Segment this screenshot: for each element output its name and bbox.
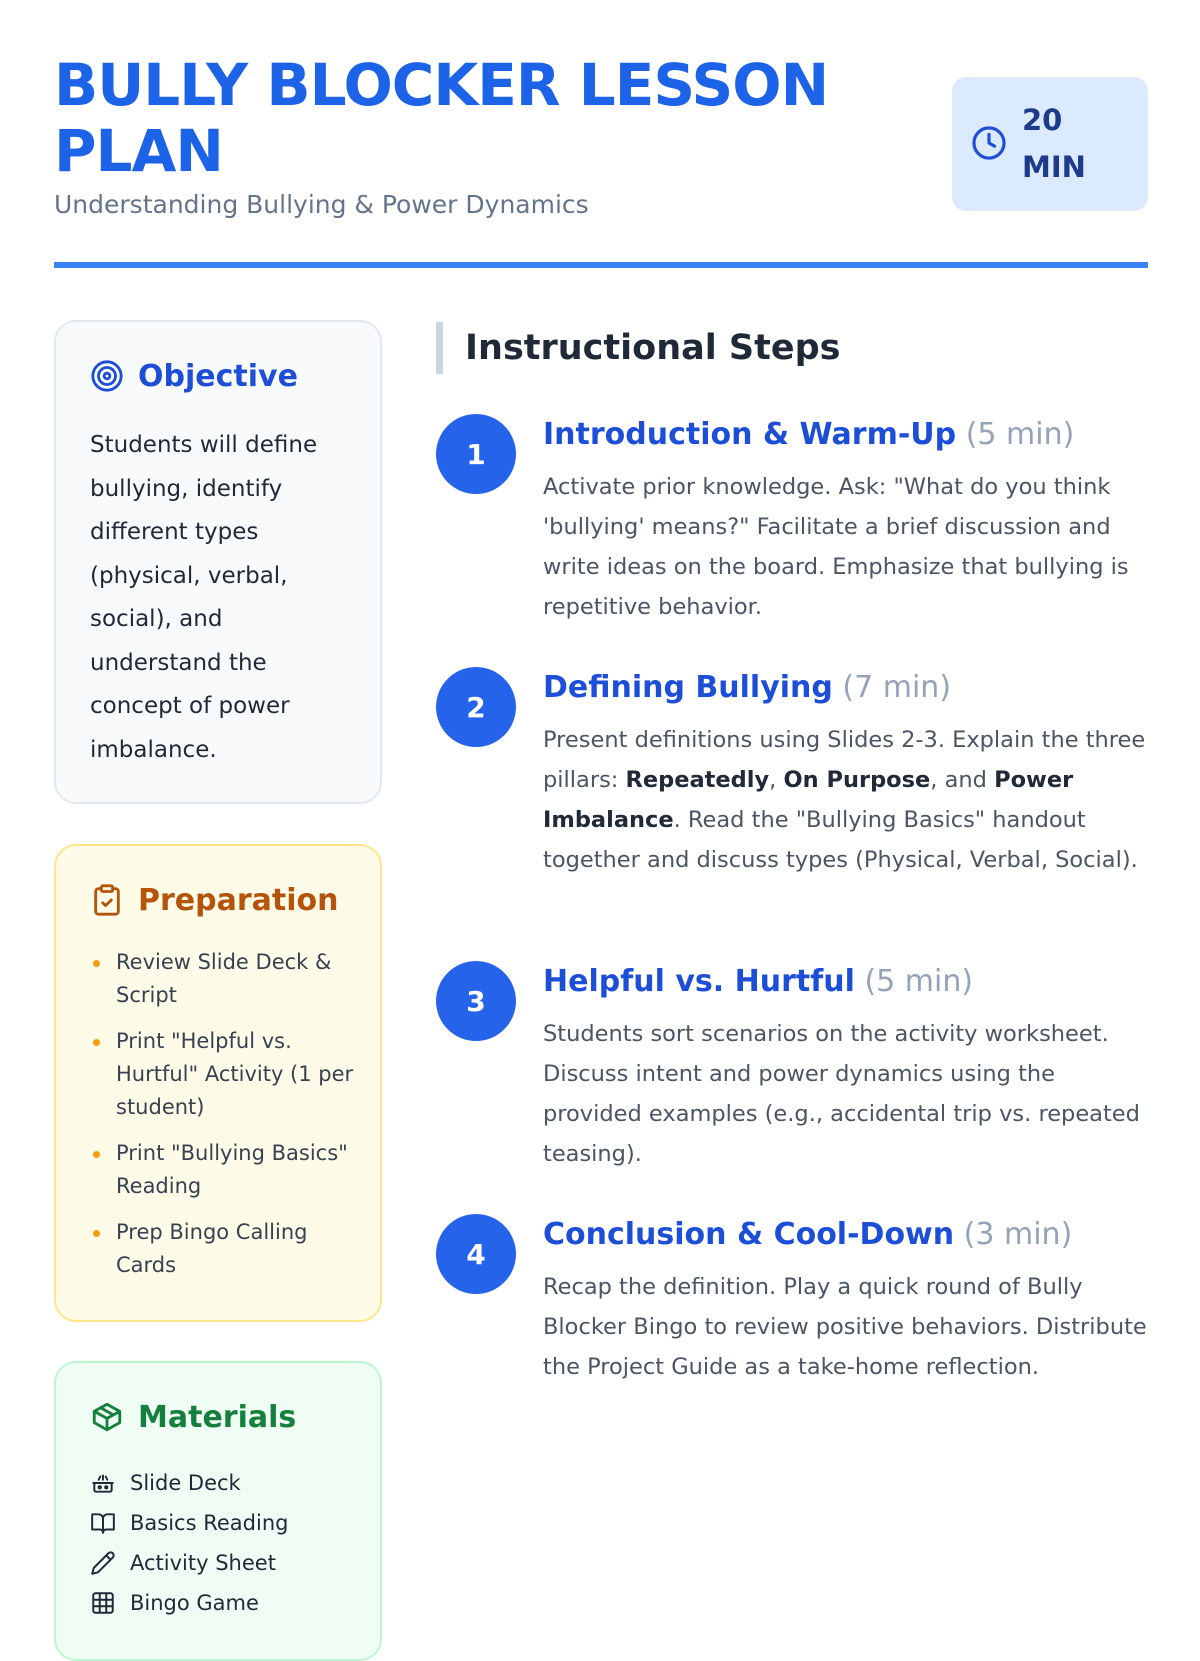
list-item: Review Slide Deck & Script	[90, 946, 354, 1012]
materials-header	[90, 1397, 296, 1437]
material-label: Activity Sheet	[130, 1551, 276, 1575]
pillar-repeatedly: Repeatedly	[625, 767, 770, 793]
step-number: 1	[436, 414, 516, 494]
objective-card	[54, 320, 382, 804]
grid-icon	[90, 1590, 116, 1616]
step-text: . Read the "Bullying Basics" handout together and discuss types (Physical, Verbal, Social).	[543, 807, 1138, 873]
material-label: Basics Reading	[130, 1511, 289, 1535]
materials-list	[90, 1463, 360, 1623]
step-name: Helpful vs. Hurtful	[543, 964, 855, 999]
step-number: 4	[436, 1214, 516, 1294]
package-icon	[90, 1400, 124, 1434]
list-item: Prep Bingo Calling Cards	[90, 1216, 354, 1282]
step-text: ,	[769, 767, 784, 793]
duration-badge	[952, 77, 1148, 211]
step-description: Activate prior knowledge. Ask: "What do you think 'bullying' means?" Facilitate a brief discussion and write ideas on the board. Emphasize that bullying is repetitive behavior.	[543, 474, 1129, 620]
clipboard-check-icon	[90, 883, 124, 917]
step-number: 2	[436, 667, 516, 747]
materials-card	[54, 1361, 382, 1661]
material-label: Bingo Game	[130, 1591, 259, 1615]
preparation-header	[90, 880, 338, 920]
book-open-icon	[90, 1510, 116, 1536]
objective-title: Objective	[138, 358, 298, 394]
objective-text: Students will define bullying, identify different types (physical, verbal, social), and understand the concept of power imbalance.	[90, 432, 318, 763]
list-item	[90, 1503, 360, 1543]
step-name: Introduction & Warm-Up	[543, 417, 957, 452]
list-item	[90, 1463, 360, 1503]
step-time: (3 min)	[963, 1217, 1073, 1252]
step-heading	[543, 667, 1153, 709]
pencil-icon	[90, 1550, 116, 1576]
step-text: , and	[930, 767, 995, 793]
step-description: Recap the definition. Play a quick round of Bully Blocker Bingo to review positive behaviors. Distribute the Project Guide as a take-home reflection.	[543, 1274, 1147, 1380]
step-time: (5 min)	[864, 964, 974, 999]
objective-header	[90, 356, 298, 396]
clock-icon	[970, 124, 1008, 162]
preparation-list	[90, 946, 354, 1295]
step-text: Present definitions using Slides 2-3. Explain the three pillars:	[543, 727, 1146, 793]
duration-value: 20 MIN	[1022, 103, 1086, 184]
step-heading	[543, 961, 1153, 1003]
presentation-icon	[90, 1470, 116, 1496]
list-item: Print "Helpful vs. Hurtful" Activity (1 per student)	[90, 1025, 354, 1124]
target-icon	[90, 359, 124, 393]
material-label: Slide Deck	[130, 1471, 241, 1495]
preparation-card	[54, 844, 382, 1322]
list-item	[90, 1583, 360, 1623]
step-time: (5 min)	[965, 417, 1075, 452]
list-item: Print "Bullying Basics" Reading	[90, 1137, 354, 1203]
step-number: 3	[436, 961, 516, 1041]
step-heading	[543, 1214, 1153, 1256]
preparation-title: Preparation	[138, 882, 339, 918]
page-subtitle: Understanding Bullying & Power Dynamics	[54, 190, 589, 219]
list-item	[90, 1543, 360, 1583]
steps-section-title: Instructional Steps	[436, 322, 840, 374]
pillar-power-imbalance: Power Imbalance	[543, 767, 1074, 833]
step-description	[543, 720, 1148, 880]
step-name: Conclusion & Cool-Down	[543, 1217, 955, 1252]
step-name: Defining Bullying	[543, 670, 833, 705]
materials-title: Materials	[138, 1399, 297, 1435]
step-description: Students sort scenarios on the activity worksheet. Discuss intent and power dynamics using the provided examples (e.g., accidental trip vs. repeated teasing).	[543, 1021, 1140, 1167]
page-title: BULLY BLOCKER LESSON PLAN	[54, 51, 829, 185]
step-heading	[543, 414, 1153, 456]
step-time: (7 min)	[842, 670, 952, 705]
header	[54, 52, 1148, 268]
pillar-on-purpose: On Purpose	[783, 767, 931, 793]
